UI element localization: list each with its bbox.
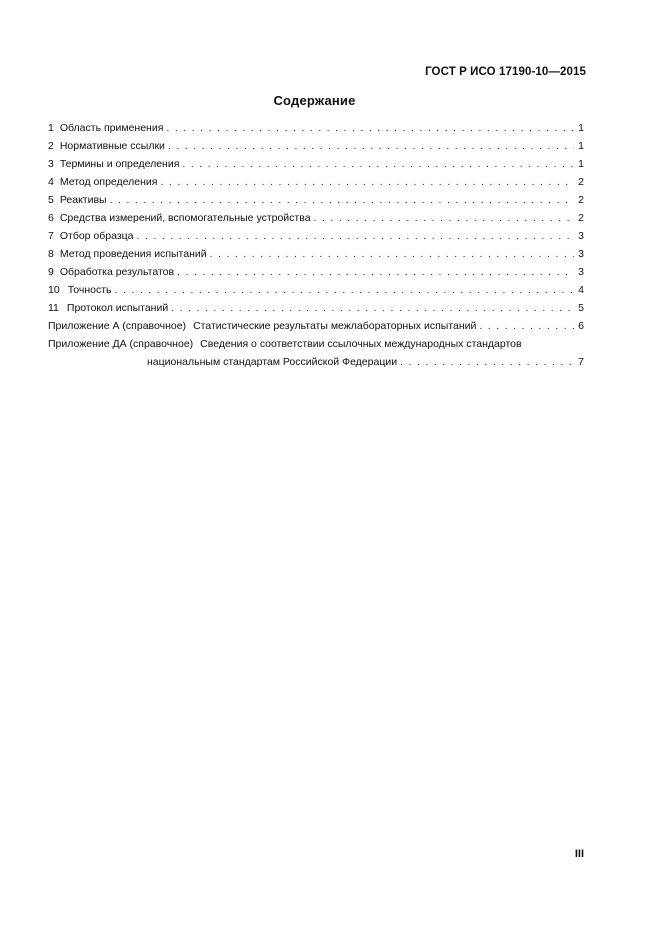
- toc-entry-label: Метод проведения испытаний: [59, 248, 207, 260]
- toc-entry[interactable]: [48, 263, 584, 281]
- toc-dot-leader: [168, 299, 574, 317]
- toc-entry[interactable]: [48, 281, 584, 299]
- toc-entry[interactable]: [48, 155, 584, 173]
- toc-dot-leader: [179, 155, 574, 173]
- toc-entry-page: 1: [578, 140, 584, 152]
- toc-dot-leader: [174, 263, 574, 281]
- toc-entry-number: 2: [48, 140, 54, 152]
- toc-entry-number: 11: [48, 302, 59, 314]
- toc-appendix-label: Сведения о соответствии ссылочных международных стандартов: [200, 338, 522, 350]
- toc-appendix-prefix: Приложение ДА (справочное): [48, 338, 194, 350]
- toc-entry-page: 3: [578, 230, 584, 242]
- toc-entry[interactable]: [48, 227, 584, 245]
- toc-entry-label: Метод определения: [59, 176, 158, 188]
- toc-dot-leader: [311, 209, 574, 227]
- page-number: III: [574, 848, 584, 860]
- toc-dot-leader: [112, 281, 574, 299]
- toc-entry-label: Термины и определения: [59, 158, 180, 170]
- toc-entry[interactable]: [48, 191, 584, 209]
- toc-dot-leader: [163, 119, 574, 137]
- toc-entry-number: 9: [48, 266, 54, 278]
- toc-appendix-prefix: Приложение А (справочное): [48, 320, 187, 332]
- toc-appendix-label-continued: национальным стандартам Российской Федерации: [147, 356, 398, 368]
- toc-dot-leader: [207, 245, 574, 263]
- toc-entry-number: 1: [48, 122, 54, 134]
- toc-entry-number: 3: [48, 158, 54, 170]
- toc-entry-label: Средства измерений, вспомогательные устройства: [59, 212, 311, 224]
- toc-entry-page: 2: [578, 176, 584, 188]
- toc-entry-number: 6: [48, 212, 54, 224]
- standard-id-header: ГОСТ Р ИСО 17190-10—2015: [425, 66, 586, 78]
- table-of-contents: [48, 119, 584, 371]
- toc-entry-label: Протокол испытаний: [66, 302, 169, 314]
- toc-entry-label: Точность: [67, 284, 112, 296]
- toc-entry[interactable]: [48, 137, 584, 155]
- toc-dot-leader: [157, 173, 574, 191]
- toc-entry-label: Область применения: [59, 122, 164, 134]
- toc-appendix-page: 7: [578, 356, 584, 368]
- toc-entry-page: 1: [578, 158, 584, 170]
- toc-entry-page: 4: [578, 284, 584, 296]
- toc-dot-leader: [134, 227, 574, 245]
- toc-appendix-page: 6: [578, 320, 584, 332]
- toc-entry-number: 5: [48, 194, 54, 206]
- toc-appendix-entry[interactable]: [48, 335, 584, 371]
- toc-entry[interactable]: [48, 173, 584, 191]
- toc-entry[interactable]: [48, 209, 584, 227]
- toc-dot-leader: [107, 191, 574, 209]
- toc-appendix-entry[interactable]: [48, 317, 584, 335]
- toc-entry[interactable]: [48, 299, 584, 317]
- toc-entry-label: Нормативные ссылки: [59, 140, 165, 152]
- toc-appendix-line-1: [48, 335, 584, 353]
- toc-entry-number: 4: [48, 176, 54, 188]
- toc-entry[interactable]: [48, 119, 584, 137]
- toc-appendix-label: Статистические результаты межлабораторных испытаний: [193, 320, 477, 332]
- toc-entry-label: Отбор образца: [59, 230, 134, 242]
- toc-dot-leader: [397, 353, 574, 371]
- toc-dot-leader: [165, 137, 574, 155]
- toc-entry-page: 5: [578, 302, 584, 314]
- toc-entry-page: 3: [578, 266, 584, 278]
- toc-appendix-line-2: [48, 353, 584, 371]
- toc-entry-page: 3: [578, 248, 584, 260]
- toc-title: Содержание: [273, 93, 356, 108]
- toc-entry-label: Реактивы: [59, 194, 107, 206]
- toc-entry-page: 1: [578, 122, 584, 134]
- toc-entry-page: 2: [578, 194, 584, 206]
- toc-entry-page: 2: [578, 212, 584, 224]
- toc-entry-number: 7: [48, 230, 54, 242]
- toc-dot-leader: [476, 317, 574, 335]
- toc-entry-number: 10: [48, 284, 60, 296]
- toc-entry-label: Обработка результатов: [59, 266, 175, 278]
- toc-entry-number: 8: [48, 248, 54, 260]
- toc-entry[interactable]: [48, 245, 584, 263]
